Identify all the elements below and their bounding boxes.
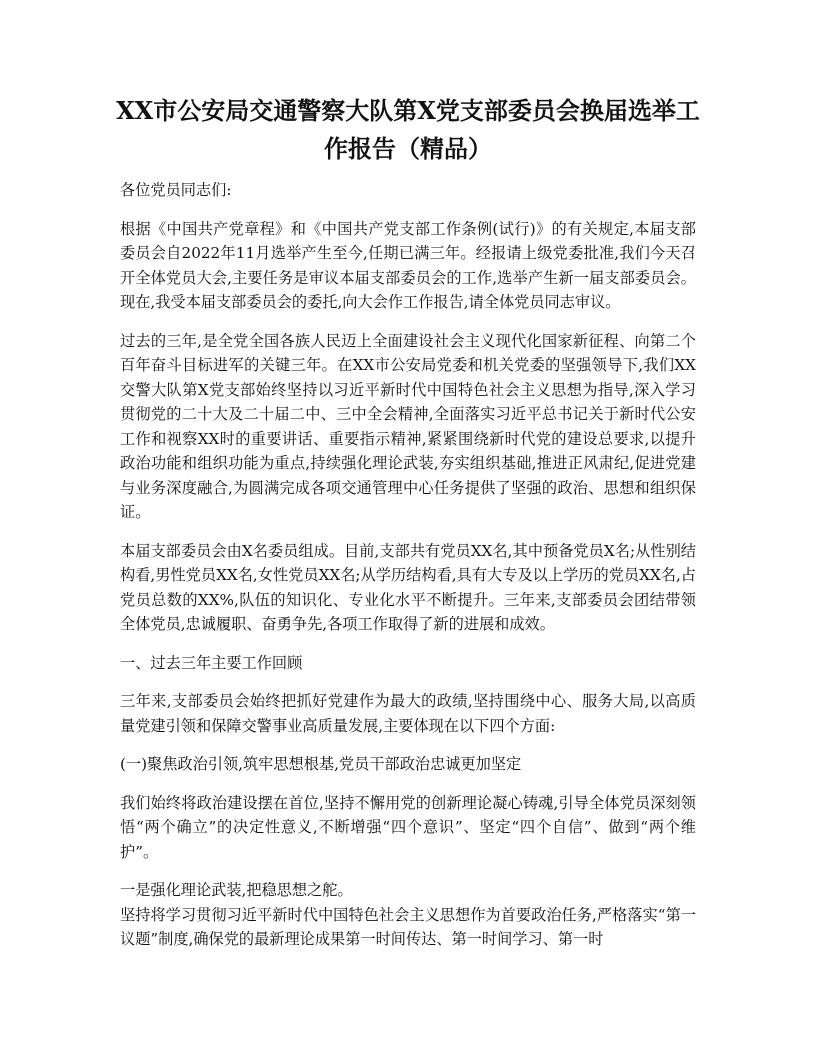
document-title: XX市公安局交通警察大队第X党支部委员会换届选举工作报告（精品） — [116, 96, 700, 163]
salutation: 各位党员同志们: — [120, 181, 232, 199]
document-body — [120, 178, 696, 966]
paragraph-political-building: 我们始终将政治建设摆在首位,坚持不懈用党的创新理论凝心铸魂,引导全体党员深刻领悟“两个确立”的决定性意义,不断增强“四个意识”、坚定“四个自信”、做到“两个维护”。 — [120, 793, 696, 861]
paragraph-review-summary: 三年来,支部委员会始终把抓好党建作为最大的政绩,坚持围绕中心、服务大局,以高质量党建引领和保障交警事业高质量发展,主要体现在以下四个方面: — [120, 692, 696, 735]
subsection-heading-political-guidance: (一)聚焦政治引领,筑牢思想根基,党员干部政治忠诚更加坚定 — [120, 755, 522, 773]
paragraph-background: 过去的三年,是全党全国各族人民迈上全面建设社会主义现代化国家新征程、向第二个百年奋斗目标进军的关键三年。在XX市公安局党委和机关党委的坚强领导下,我们XX交警大队第X党支部始终坚持以习近平新时代中国特色社会主义思想为指导,深入学习贯彻党的二十大及二十届二中、三中全会精神,全面落实习近平总书记关于新时代公安工作和视察XX时的重要讲话、重要指示精神,紧紧围绕新时代党的建设总要求,以提升政治功能和组织功能为重点,持续强化理论武装,夯实组织基础,推进正风肃纪,促进党建与业务深度融合,为圆满完成各项交通管理中心任务提供了坚强的政治、思想和组织保证。 — [120, 331, 696, 521]
paragraph-intro: 根据《中国共产党章程》和《中国共产党支部工作条例(试行)》的有关规定,本届支部委员会自2022年11月选举产生至今,任期已满三年。经报请上级党委批准,我们今天召开全体党员大会,主要任务是审议本届支部委员会的工作,选举产生新一届支部委员会。现在,我受本届支部委员会的委托,向大会作工作报告,请全体党员同志审议。 — [120, 219, 696, 311]
section-heading-review: 一、过去三年主要工作回顾 — [120, 653, 303, 672]
paragraph-membership: 本届支部委员会由X名委员组成。目前,支部共有党员XX名,其中预备党员X名;从性别结构看,男性党员XX名,女性党员XX名;从学历结构看,具有大专及以上学历的党员XX名,占党员总数的XX%,队伍的知识化、专业化水平不断提升。三年来,支部委员会团结带领全体党员,忠诚履职、奋勇争先,各项工作取得了新的进展和成效。 — [120, 541, 696, 633]
point-heading-theory: 一是强化理论武装,把稳思想之舵。 — [120, 881, 353, 899]
paragraph-theory-study: 坚持将学习贯彻习近平新时代中国特色社会主义思想作为首要政治任务,严格落实“第一议题”制度,确保党的最新理论成果第一时间传达、第一时间学习、第一时 — [120, 905, 696, 948]
